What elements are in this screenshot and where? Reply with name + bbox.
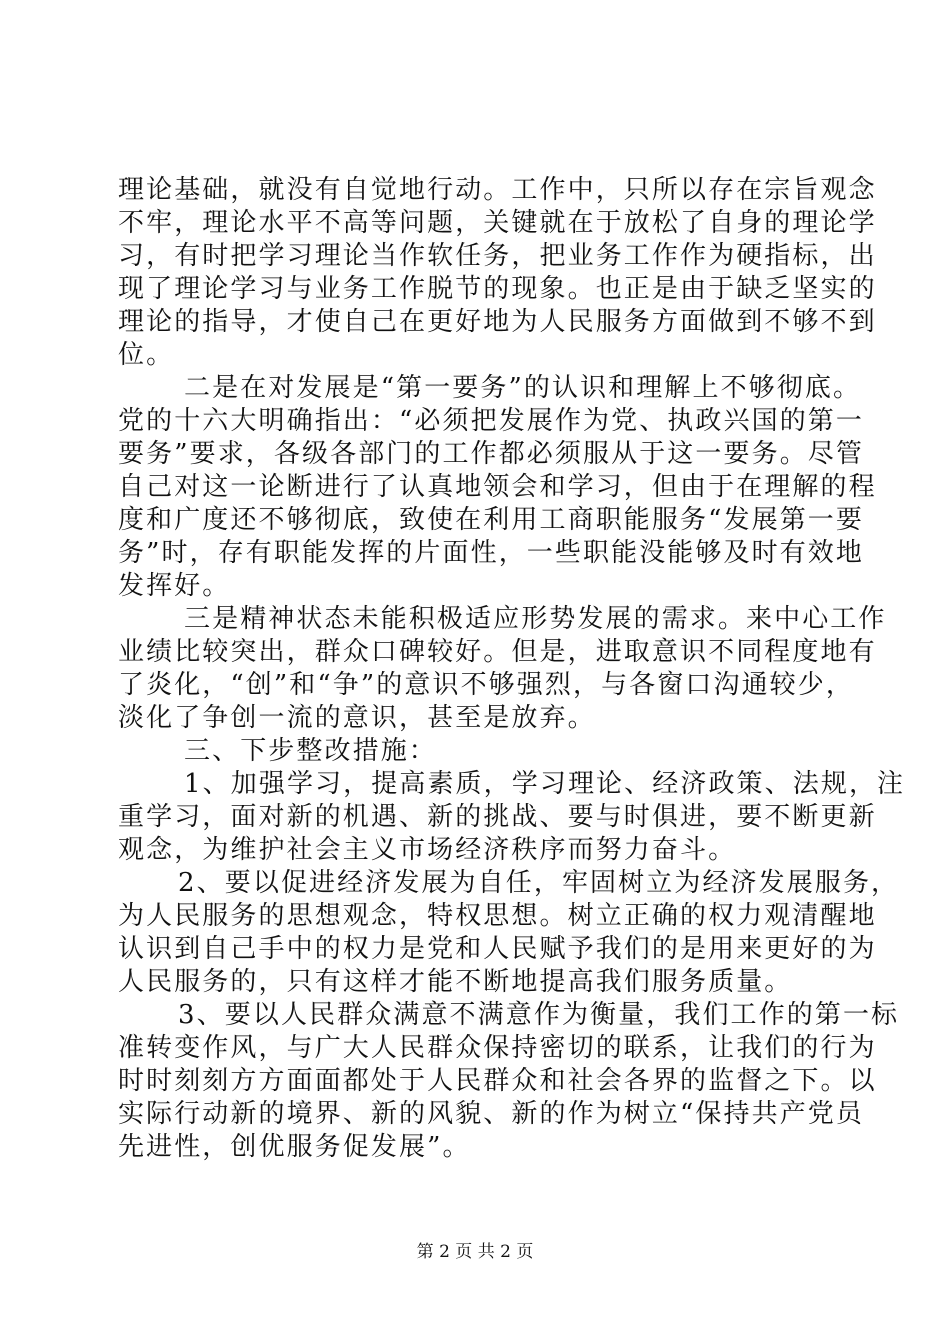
text-line: 理论的指导，才使自己在更好地为人民服务方面做到不够不到 bbox=[118, 307, 877, 337]
text-line: 淡化了争创一流的意识，甚至是放弃。 bbox=[118, 703, 596, 733]
paragraph-start: 2、要以促进经济发展为自任，牢固树立为经济发展服务， bbox=[178, 868, 900, 898]
text-line: 人民服务的，只有这样才能不断地提高我们服务质量。 bbox=[118, 967, 793, 997]
paragraph-start: 三是精神状态未能积极适应形势发展的需求。来中心工作 bbox=[184, 604, 887, 634]
paragraph-start: 二是在对发展是“第一要务”的认识和理解上不够彻底。 bbox=[184, 373, 862, 403]
text-line: 重学习，面对新的机遇、新的挑战、要与时俱进，要不断更新 bbox=[118, 802, 877, 832]
text-line: 要务”要求，各级各部门的工作都必须服从于这一要务。尽管 bbox=[118, 439, 864, 469]
text-line: 业绩比较突出，群众口碑较好。但是，进取意识不同程度地有 bbox=[118, 637, 877, 667]
text-line: 了炎化，“创”和“争”的意识不够强烈，与各窗口沟通较少， bbox=[118, 670, 854, 700]
text-line: 自己对这一论断进行了认真地领会和学习，但由于在理解的程 bbox=[118, 472, 877, 502]
text-line: 理论基础，就没有自觉地行动。工作中，只所以存在宗旨观念 bbox=[118, 175, 877, 205]
text-line: 度和广度还不够彻底，致使在利用工商职能服务“发展第一要 bbox=[118, 505, 864, 535]
text-line: 观念，为维护社会主义市场经济秩序而努力奋斗。 bbox=[118, 835, 737, 865]
text-line: 准转变作风，与广大人民群众保持密切的联系，让我们的行为 bbox=[118, 1033, 877, 1063]
text-line: 发挥好。 bbox=[118, 571, 231, 601]
text-line: 先进性，创优服务促发展”。 bbox=[118, 1132, 471, 1162]
document-body bbox=[118, 174, 906, 1164]
text-line: 习，有时把学习理论当作软任务，把业务工作作为硬指标，出 bbox=[118, 241, 877, 271]
page-number-footer: 第 2 页 共 2 页 bbox=[416, 1242, 534, 1262]
text-line: 位。 bbox=[118, 340, 175, 370]
text-line: 实际行动新的境界、新的风貌、新的作为树立“保持共产党员 bbox=[118, 1099, 864, 1129]
text-line: 认识到自己手中的权力是党和人民赋予我们的是用来更好的为 bbox=[118, 934, 877, 964]
text-line: 党的十六大明确指出：“必须把发展作为党、执政兴国的第一 bbox=[118, 406, 864, 436]
paragraph-start: 3、要以人民群众满意不满意作为衡量，我们工作的第一标 bbox=[178, 1000, 900, 1030]
text-line: 现了理论学习与业务工作脱节的现象。也正是由于缺乏坚实的 bbox=[118, 274, 877, 304]
text-line: 为人民服务的思想观念，特权思想。树立正确的权力观清醒地 bbox=[118, 901, 877, 931]
section-heading: 三、下步整改措施： bbox=[184, 736, 437, 766]
text-line: 不牢，理论水平不高等问题，关键就在于放松了自身的理论学 bbox=[118, 208, 877, 238]
text-line: 务”时，存有职能发挥的片面性，一些职能没能够及时有效地 bbox=[118, 538, 864, 568]
text-line: 时时刻刻方方面面都处于人民群众和社会各界的监督之下。以 bbox=[118, 1066, 877, 1096]
paragraph-start: 1、加强学习，提高素质，学习理论、经济政策、法规，注 bbox=[184, 769, 906, 799]
